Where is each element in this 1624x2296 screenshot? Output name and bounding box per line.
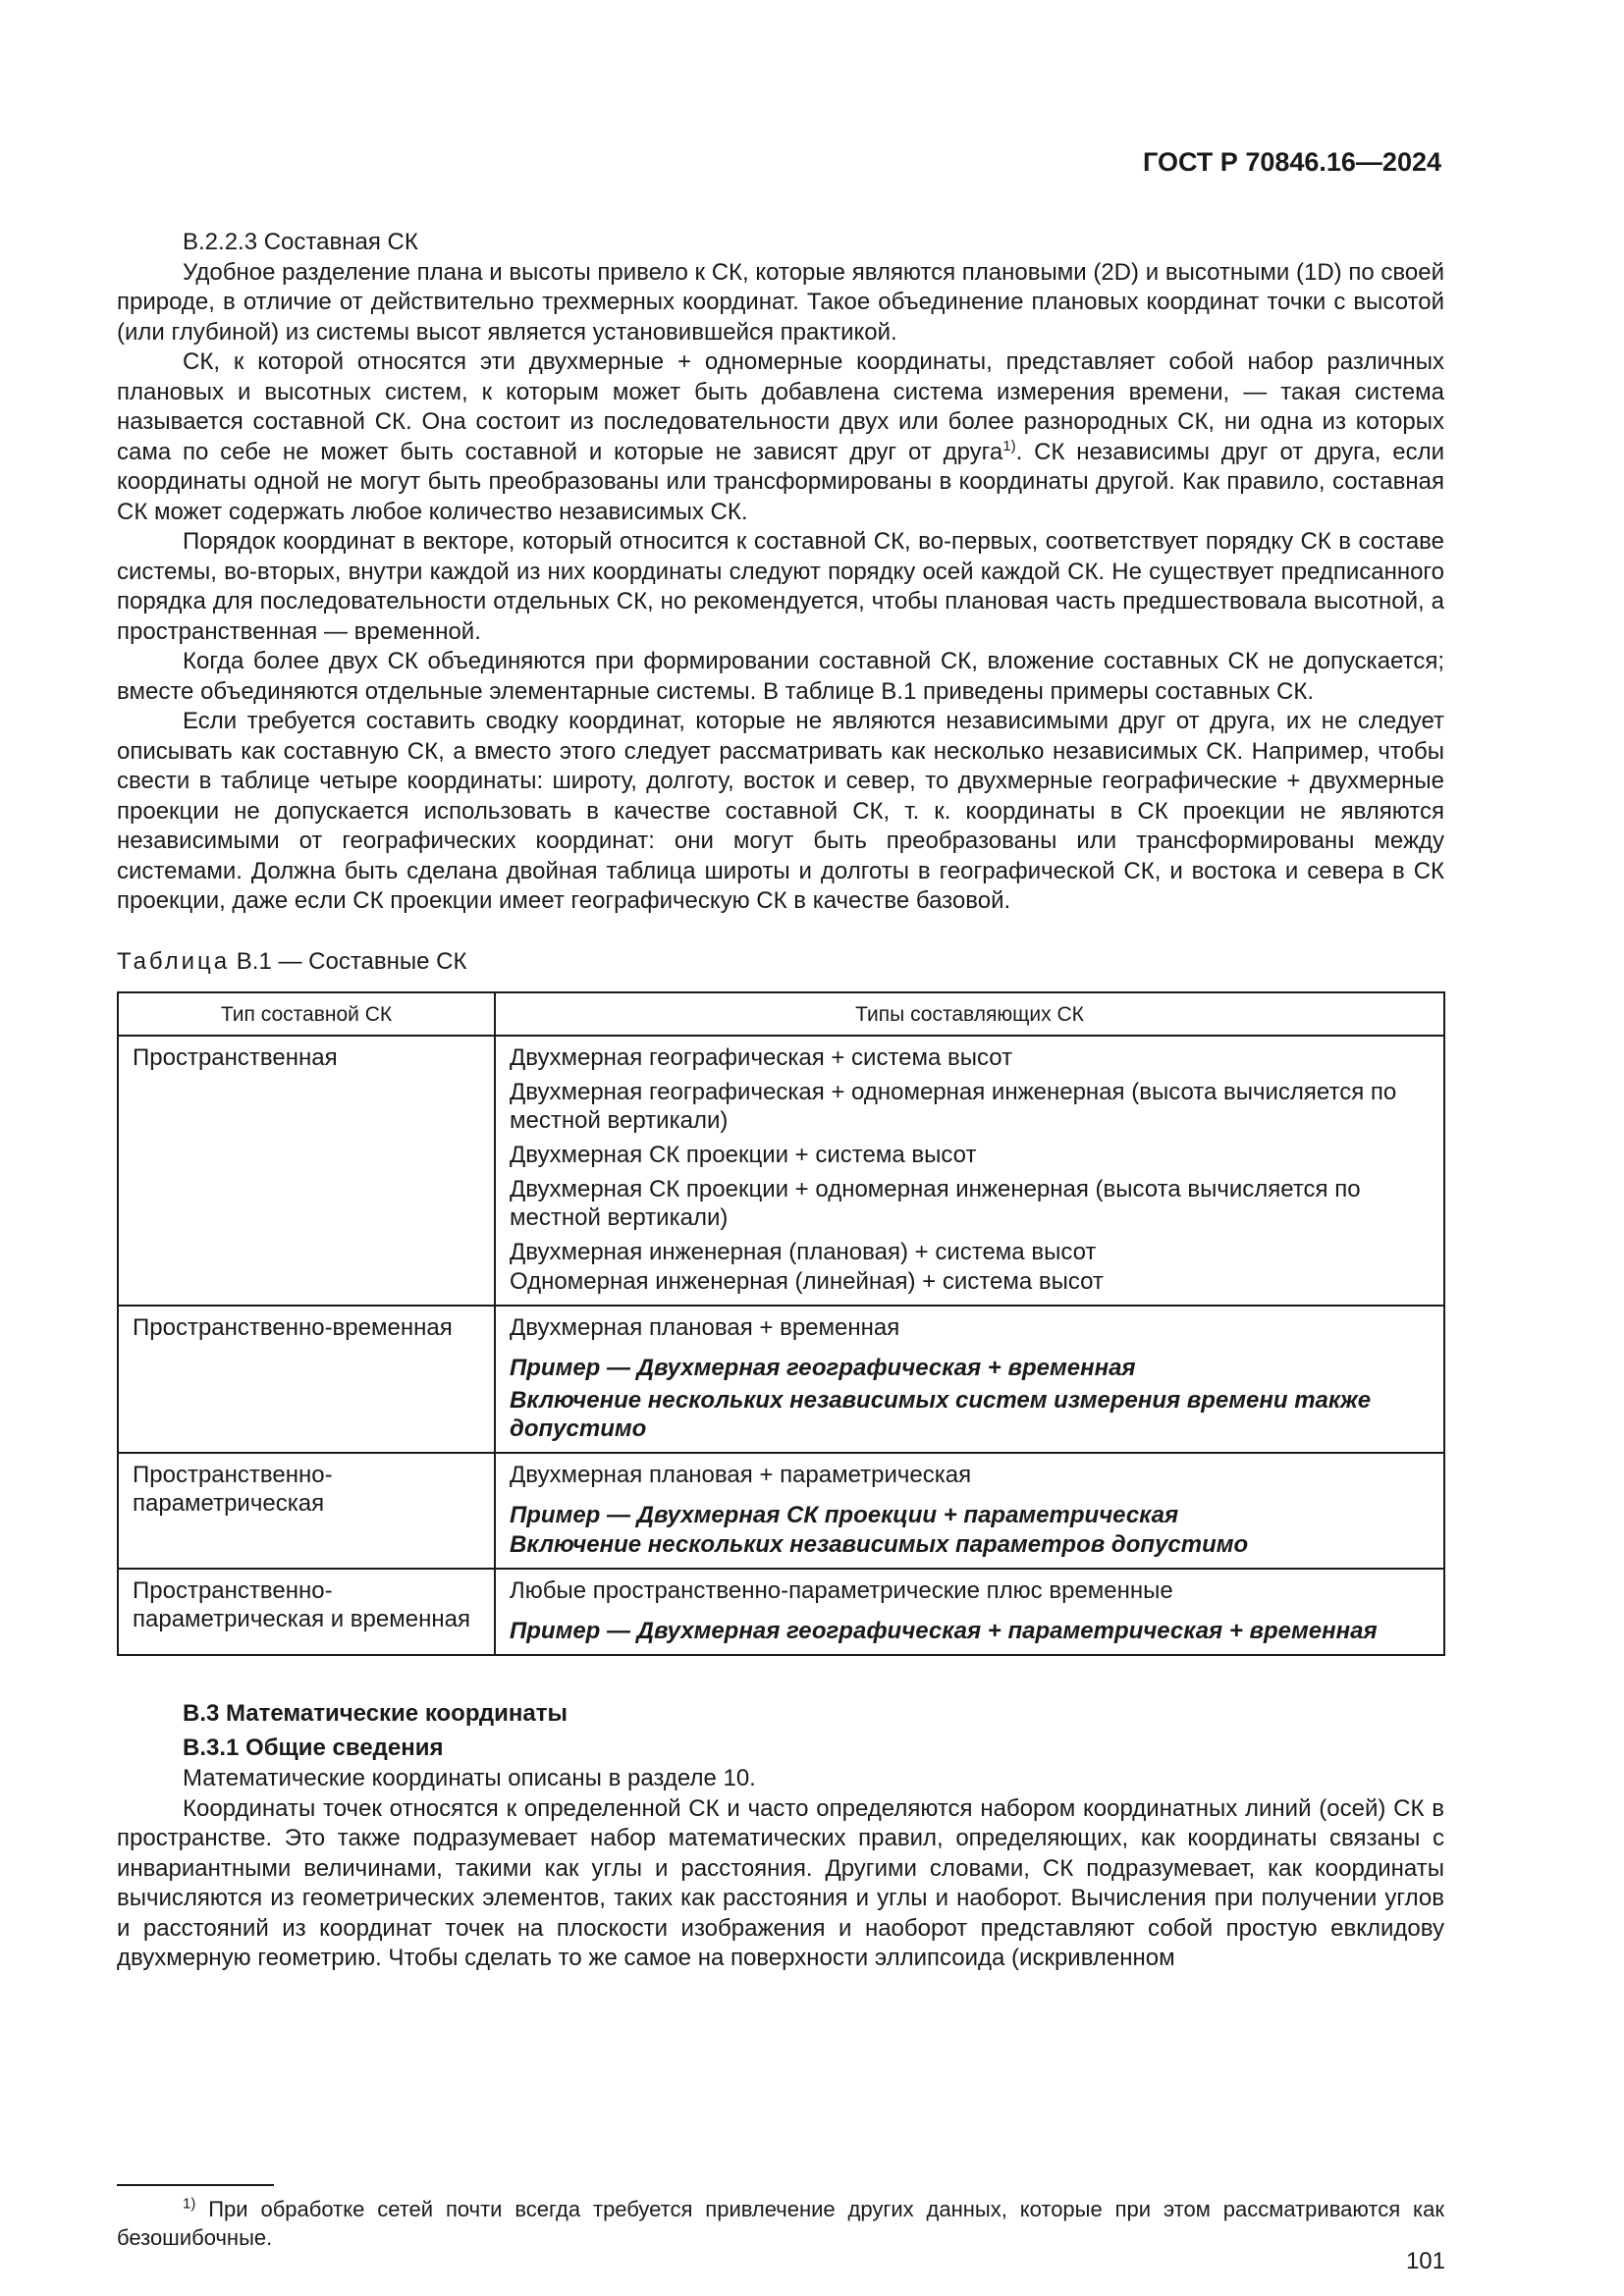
component-line: Двухмерная плановая + параметрическая — [510, 1462, 972, 1488]
footnote-separator — [117, 2184, 274, 2186]
component-line: Двухмерная географическая + одномерная инженерная (высота вычисляется по местной вертикали) — [510, 1079, 1397, 1134]
paragraph-text: . СК независимы друг от друга, если координаты одной не могут быть преобразованы или трансформированы в координаты другой. Как правило, составная СК может содержать любое количество независимых СК. — [117, 438, 1444, 525]
section-b31-title: В.3.1 Общие сведения — [183, 1735, 444, 1761]
table-row — [118, 1453, 1444, 1569]
paragraph: Когда более двух СК объединяются при формировании составной СК, вложение составных СК не допускается; вместе объединяются отдельные элементарные системы. В таблице В.1 приведены примеры составных СК. — [117, 648, 1444, 705]
table-cell-components — [495, 1306, 1444, 1453]
table-caption-rest: В.1 — Составные СК — [230, 948, 467, 975]
table-row — [118, 1569, 1444, 1655]
example-line: Пример — Двухмерная СК проекции + параметрическая — [510, 1502, 1179, 1528]
component-line: Одномерная инженерная (линейная) + система высот — [510, 1268, 1104, 1295]
footnote-body: При обработке сетей почти всегда требуется привлечение других данных, которые при этом рассматриваются как безошибочные. — [117, 2197, 1444, 2250]
example-line: Пример — Двухмерная географическая + параметрическая + временная — [510, 1618, 1378, 1644]
table-caption — [117, 948, 466, 976]
table-cell-type: Пространственно-параметрическая — [118, 1453, 495, 1569]
paragraph: Порядок координат в векторе, который относится к составной СК, во-первых, соответствует порядку СК в составе системы, во-вторых, внутри каждой из них координаты следуют порядку осей каждой СК. Не существует предписанного порядка для последовательности отдельных СК, но рекомендуется, чтобы плановая часть предшествовала высотной, а пространственная — временной. — [117, 528, 1444, 645]
paragraph: Удобное разделение плана и высоты привело к СК, которые являются плановыми (2D) и высотными (1D) по своей природе, в отличие от действительно трехмерных координат. Такое объединение плановых координат точки с высотой (или глубиной) из системы высот является установившейся практикой. — [117, 258, 1444, 346]
component-line: Двухмерная географическая + система высот — [510, 1044, 1013, 1071]
table-row — [118, 1036, 1444, 1306]
footnote-marker: 1) — [183, 2195, 196, 2213]
page-number: 101 — [1405, 2248, 1445, 2274]
table-cell-components — [495, 1453, 1444, 1569]
column-header: Тип составной СК — [118, 992, 495, 1036]
footnote-text — [117, 2195, 1444, 2252]
table-row — [118, 1306, 1444, 1453]
section-b223 — [117, 228, 1444, 917]
table-header-row — [118, 992, 1444, 1036]
table-caption-word: Таблица — [117, 948, 231, 975]
component-line: Двухмерная плановая + временная — [510, 1314, 900, 1341]
footnote — [117, 2195, 1444, 2252]
component-line: Любые пространственно-параметрические плюс временные — [510, 1577, 1173, 1604]
document-header: ГОСТ Р 70846.16—2024 — [1143, 147, 1441, 177]
section-b3-title: В.3 Математические координаты — [183, 1700, 568, 1727]
example-line: Включение нескольких независимых систем измерения времени также допустимо — [510, 1387, 1372, 1442]
component-line: Двухмерная СК проекции + система высот — [510, 1142, 977, 1168]
paragraph: Координаты точек относятся к определенной СК и часто определяются набором координатных линий (осей) СК в пространстве. Это также подразумевает набор математических правил, определяющих, как координаты связаны с инвариантными величинами, такими как углы и расстояния. Другими словами, СК подразумевает, как координаты вычисляются из геометрических элементов, таких как расстояния и углы и наоборот. Вычисления при получении углов и расстояний из координат точек на плоскости изображения и наоборот представляют собой простую евклидову двухмерную геометрию. Чтобы сделать то же самое на поверхности эллипсоида (искривленном — [117, 1794, 1444, 1971]
table-cell-components — [495, 1569, 1444, 1655]
example-line: Пример — Двухмерная географическая + временная — [510, 1355, 1136, 1381]
example-line: Включение нескольких независимых параметров допустимо — [510, 1531, 1249, 1558]
paragraph-text: СК, к которой относятся эти двухмерные + одномерные координаты, представляет собой набор различных плановых и высотных систем, к которым может быть добавлена система измерения времени, — такая система называется составной СК. Она состоит из последовательности двух или более разнородных СК, ни одна из которых сама по себе не может быть составной и которые не зависят друг от друга — [117, 348, 1444, 465]
paragraph: Если требуется составить сводку координат, которые не являются независимыми друг от друга, их не следует описывать как составную СК, а вместо этого следует рассматривать как несколько независимых СК. Например, чтобы свести в таблице четыре координаты: широту, долготу, восток и север, то двухмерные географические + двухмерные проекции не допускается использовать в качестве составной СК, т. к. координаты в СК проекции не являются независимыми от географических координат: они могут быть преобразованы или трансформированы между системами. Должна быть сделана двойная таблица широты и долготы в географической СК, и востока и севера в СК проекции, даже если СК проекции имеет географическую СК в качестве базовой. — [117, 708, 1444, 914]
table-cell-type: Пространственно-параметрическая и временная — [118, 1569, 495, 1655]
footnote-ref: 1) — [1002, 437, 1016, 454]
table-cell-components — [495, 1036, 1444, 1306]
paragraph — [117, 347, 1444, 527]
table-cell-type: Пространственная — [118, 1036, 495, 1306]
component-line: Двухмерная СК проекции + одномерная инженерная (высота вычисляется по местной вертикали) — [510, 1176, 1361, 1231]
section-heading: В.2.2.3 Составная СК — [183, 229, 418, 255]
component-line: Двухмерная инженерная (плановая) + система высот — [510, 1239, 1097, 1265]
column-header: Типы составляющих СК — [495, 992, 1444, 1036]
paragraph: Математические координаты описаны в разделе 10. — [183, 1765, 756, 1791]
section-b31-body — [117, 1764, 1444, 1974]
composite-crs-table — [117, 991, 1445, 1656]
table-cell-type: Пространственно-временная — [118, 1306, 495, 1453]
